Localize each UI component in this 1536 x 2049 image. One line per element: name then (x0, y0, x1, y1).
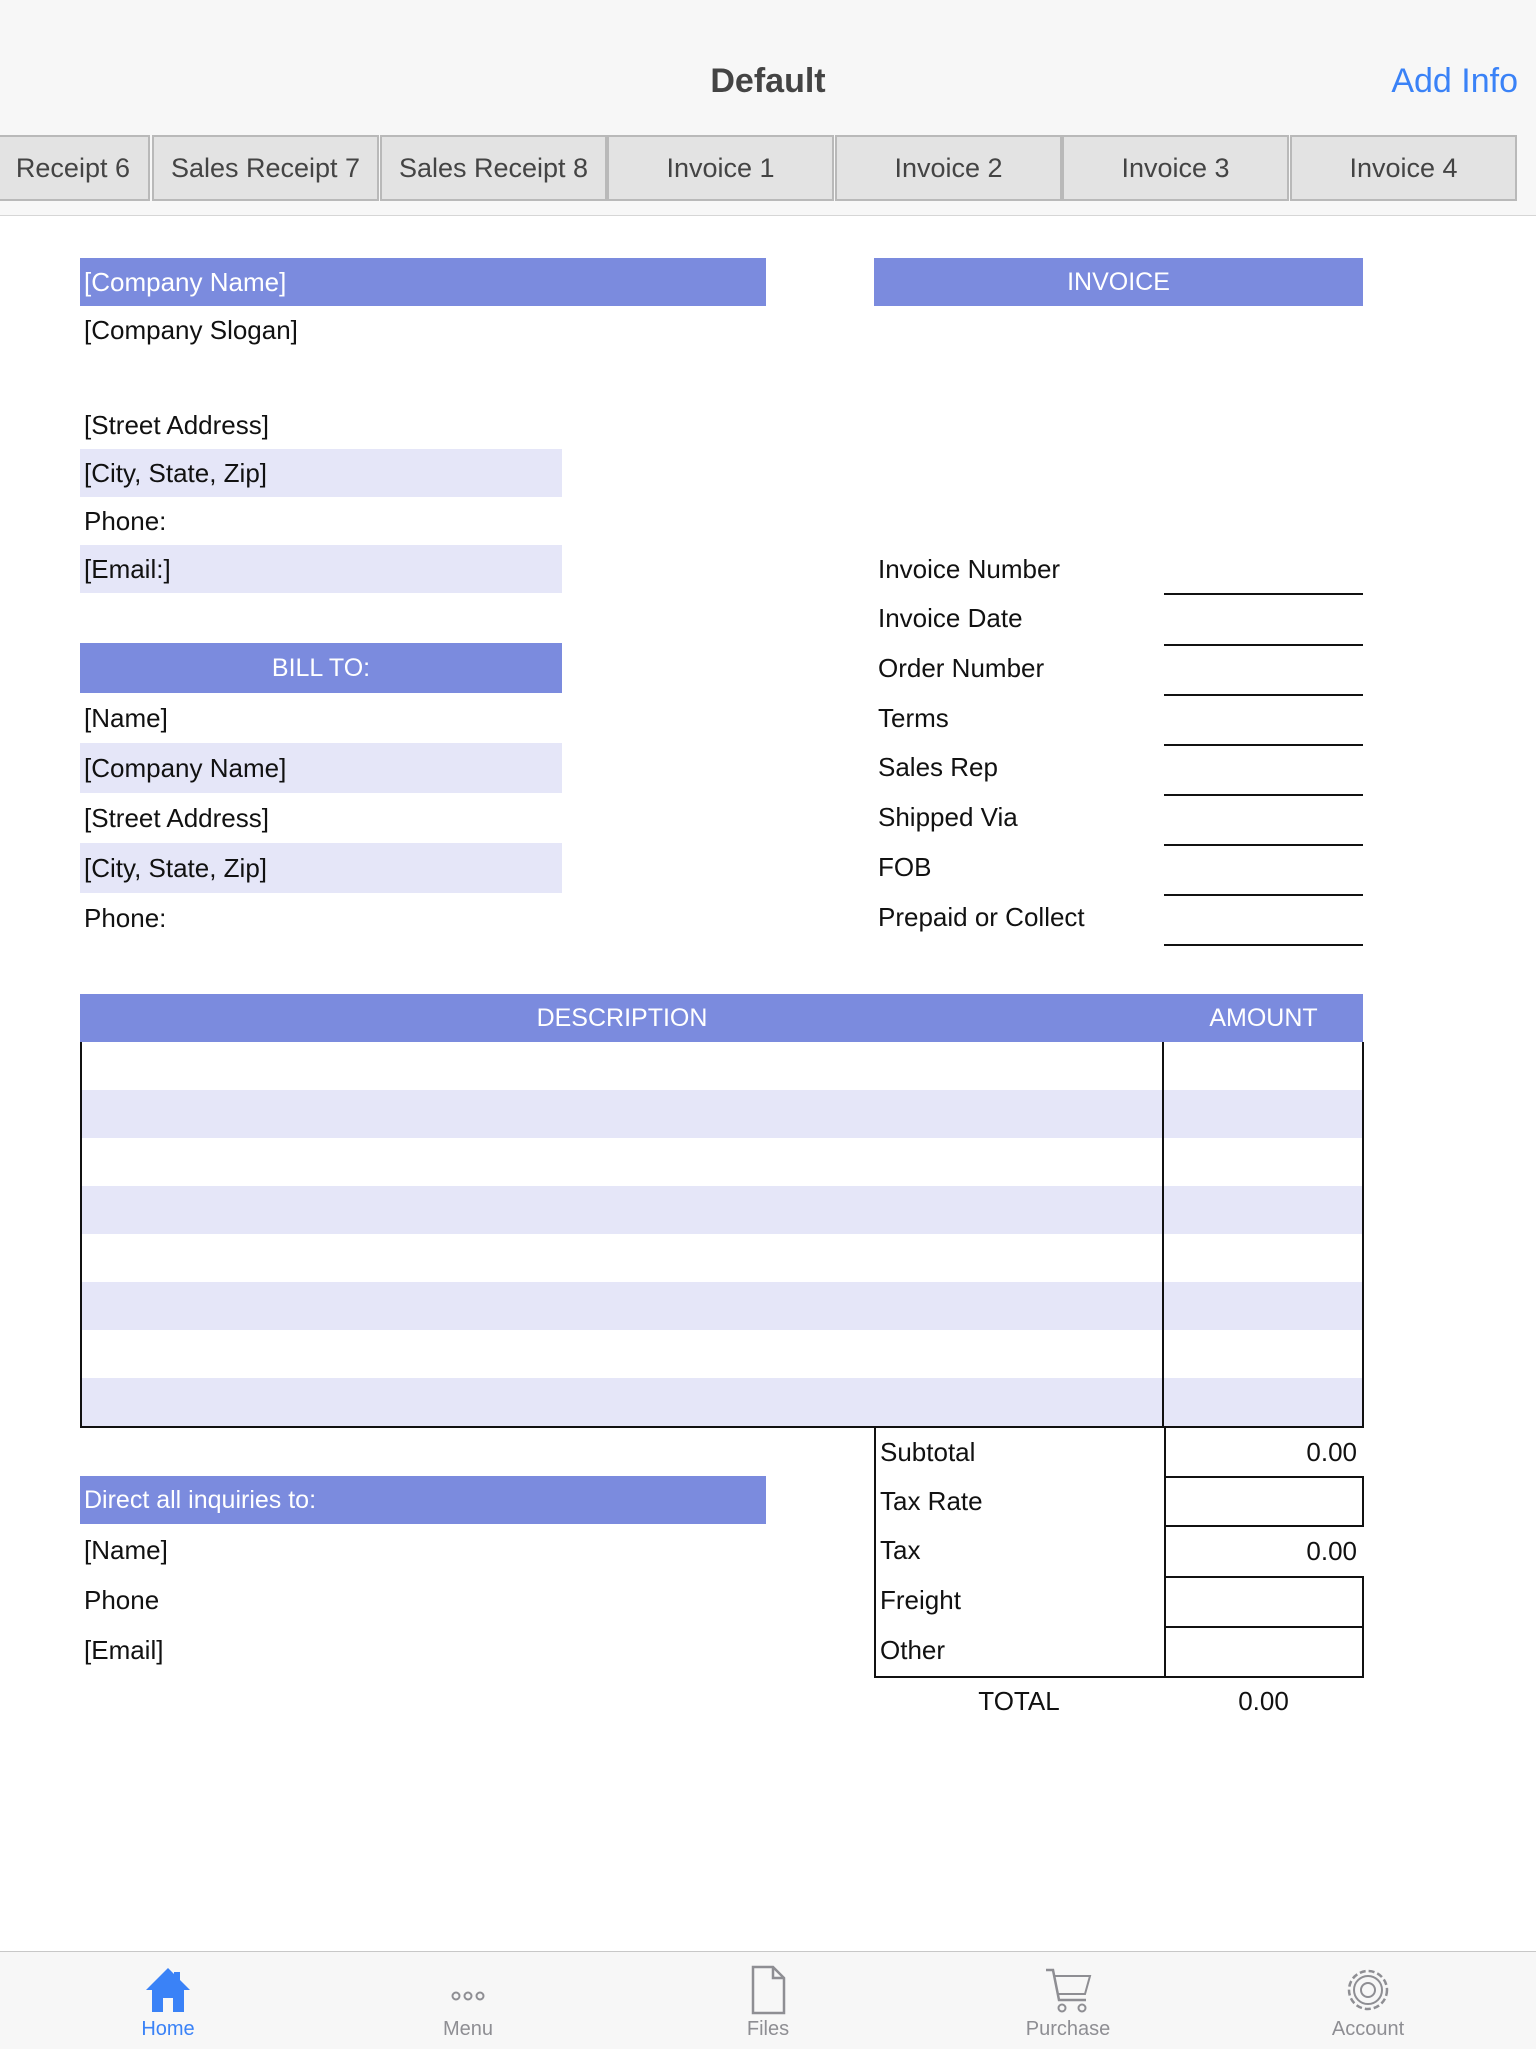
terms-label: Terms (878, 703, 949, 733)
invoice-title: INVOICE (874, 258, 1363, 306)
prepaid-or-collect-label: Prepaid or Collect (878, 902, 1085, 932)
inquiries-phone-field[interactable]: Phone (84, 1585, 160, 1615)
description-cell[interactable] (82, 1090, 1164, 1138)
amount-column-header: AMOUNT (1164, 994, 1363, 1042)
tab-sales-receipt-7[interactable]: Sales Receipt 7 (152, 135, 379, 201)
table-row (82, 1330, 1362, 1378)
total-value: 0.00 (1238, 1686, 1289, 1716)
tab-account[interactable] (1268, 1952, 1468, 2049)
cart-icon (1044, 1964, 1092, 2016)
bill-to-name-field[interactable]: [Name] (84, 703, 168, 733)
bill-to-street-field[interactable]: [Street Address] (84, 803, 269, 833)
order-number-input[interactable] (1164, 646, 1363, 696)
amount-cell[interactable] (1164, 1090, 1362, 1138)
description-column-header: DESCRIPTION (80, 994, 1164, 1042)
description-cell[interactable] (82, 1234, 1164, 1282)
line-items-table (80, 1042, 1364, 1428)
bill-to-company-field[interactable]: [Company Name] (80, 743, 562, 793)
amount-cell[interactable] (1164, 1282, 1362, 1330)
shipped-via-input[interactable] (1164, 796, 1363, 846)
other-input[interactable] (1164, 1626, 1364, 1678)
inquiries-email-field[interactable]: [Email] (84, 1635, 164, 1665)
navigation-bar (0, 0, 1536, 128)
table-row (82, 1138, 1362, 1186)
sales-rep-label: Sales Rep (878, 752, 998, 782)
description-cell[interactable] (82, 1138, 1164, 1186)
subtotal-label: Subtotal (880, 1437, 976, 1467)
amount-cell[interactable] (1164, 1378, 1362, 1426)
company-slogan-field[interactable]: [Company Slogan] (84, 315, 298, 345)
file-icon (744, 1964, 792, 2016)
total-label: TOTAL (978, 1686, 1060, 1716)
terms-input[interactable] (1164, 696, 1363, 746)
prepaid-or-collect-input[interactable] (1164, 896, 1363, 946)
table-row (82, 1186, 1362, 1234)
fob-input[interactable] (1164, 846, 1363, 896)
tax-rate-input[interactable] (1164, 1476, 1364, 1527)
table-row (82, 1042, 1362, 1090)
description-cell[interactable] (82, 1042, 1164, 1090)
tab-account-label: Account (1331, 2018, 1405, 2040)
table-row (82, 1282, 1362, 1330)
bill-to-phone-field[interactable]: Phone: (84, 903, 167, 933)
tab-invoice-2[interactable]: Invoice 2 (835, 135, 1062, 201)
page-title: Default (710, 62, 826, 100)
amount-cell[interactable] (1164, 1330, 1362, 1378)
tab-purchase-label: Purchase (1025, 2018, 1111, 2040)
tab-home[interactable] (68, 1952, 268, 2049)
tab-home-label: Home (141, 2018, 195, 2040)
home-icon (144, 1964, 192, 2016)
tab-invoice-4[interactable]: Invoice 4 (1290, 135, 1517, 201)
shipped-via-label: Shipped Via (878, 802, 1018, 832)
amount-cell[interactable] (1164, 1042, 1362, 1090)
table-row (82, 1234, 1362, 1282)
bill-to-city-field[interactable]: [City, State, Zip] (80, 843, 562, 893)
company-email-field[interactable]: [Email:] (80, 545, 562, 593)
amount-cell[interactable] (1164, 1138, 1362, 1186)
template-tab-bar (0, 127, 1536, 216)
sales-rep-input[interactable] (1164, 746, 1363, 796)
fob-label: FOB (878, 852, 932, 882)
table-row (82, 1378, 1362, 1426)
tab-purchase[interactable] (968, 1952, 1168, 2049)
bottom-tab-bar (0, 1951, 1536, 2049)
description-cell[interactable] (82, 1378, 1164, 1426)
add-info-button[interactable]: Add Info (1391, 62, 1518, 100)
inquiries-name-field[interactable]: [Name] (84, 1535, 168, 1565)
company-street-field[interactable]: [Street Address] (84, 410, 269, 440)
order-number-label: Order Number (878, 653, 1045, 683)
description-cell[interactable] (82, 1186, 1164, 1234)
invoice-number-label: Invoice Number (878, 554, 1061, 584)
tab-files[interactable] (668, 1952, 868, 2049)
invoice-date-label: Invoice Date (878, 603, 1023, 633)
amount-cell[interactable] (1164, 1186, 1362, 1234)
invoice-number-input[interactable] (1164, 545, 1363, 595)
invoice-date-input[interactable] (1164, 596, 1363, 646)
more-icon (444, 1964, 492, 2016)
tab-files-label: Files (746, 2018, 790, 2040)
tab-invoice-3[interactable]: Invoice 3 (1062, 135, 1289, 201)
gear-icon (1344, 1964, 1392, 2016)
tax-value: 0.00 (1306, 1536, 1357, 1566)
tab-invoice-1[interactable]: Invoice 1 (607, 135, 834, 201)
freight-label: Freight (880, 1585, 961, 1615)
tab-menu[interactable] (368, 1952, 568, 2049)
freight-input[interactable] (1164, 1576, 1364, 1628)
table-row (82, 1090, 1362, 1138)
tab-menu-label: Menu (442, 2018, 494, 2040)
bill-to-header: BILL TO: (80, 643, 562, 693)
amount-cell[interactable] (1164, 1234, 1362, 1282)
company-phone-field[interactable]: Phone: (84, 506, 167, 536)
tax-rate-label: Tax Rate (880, 1486, 983, 1516)
company-name-field[interactable]: [Company Name] (80, 258, 766, 306)
subtotal-value: 0.00 (1306, 1437, 1357, 1467)
description-cell[interactable] (82, 1282, 1164, 1330)
company-city-field[interactable]: [City, State, Zip] (80, 449, 562, 497)
tax-label: Tax (880, 1535, 921, 1565)
tab-sales-receipt-8[interactable]: Sales Receipt 8 (380, 135, 607, 201)
other-label: Other (880, 1635, 946, 1665)
tab-receipt-6[interactable]: Receipt 6 (0, 135, 150, 201)
inquiries-header[interactable]: Direct all inquiries to: (80, 1476, 766, 1524)
description-cell[interactable] (82, 1330, 1164, 1378)
